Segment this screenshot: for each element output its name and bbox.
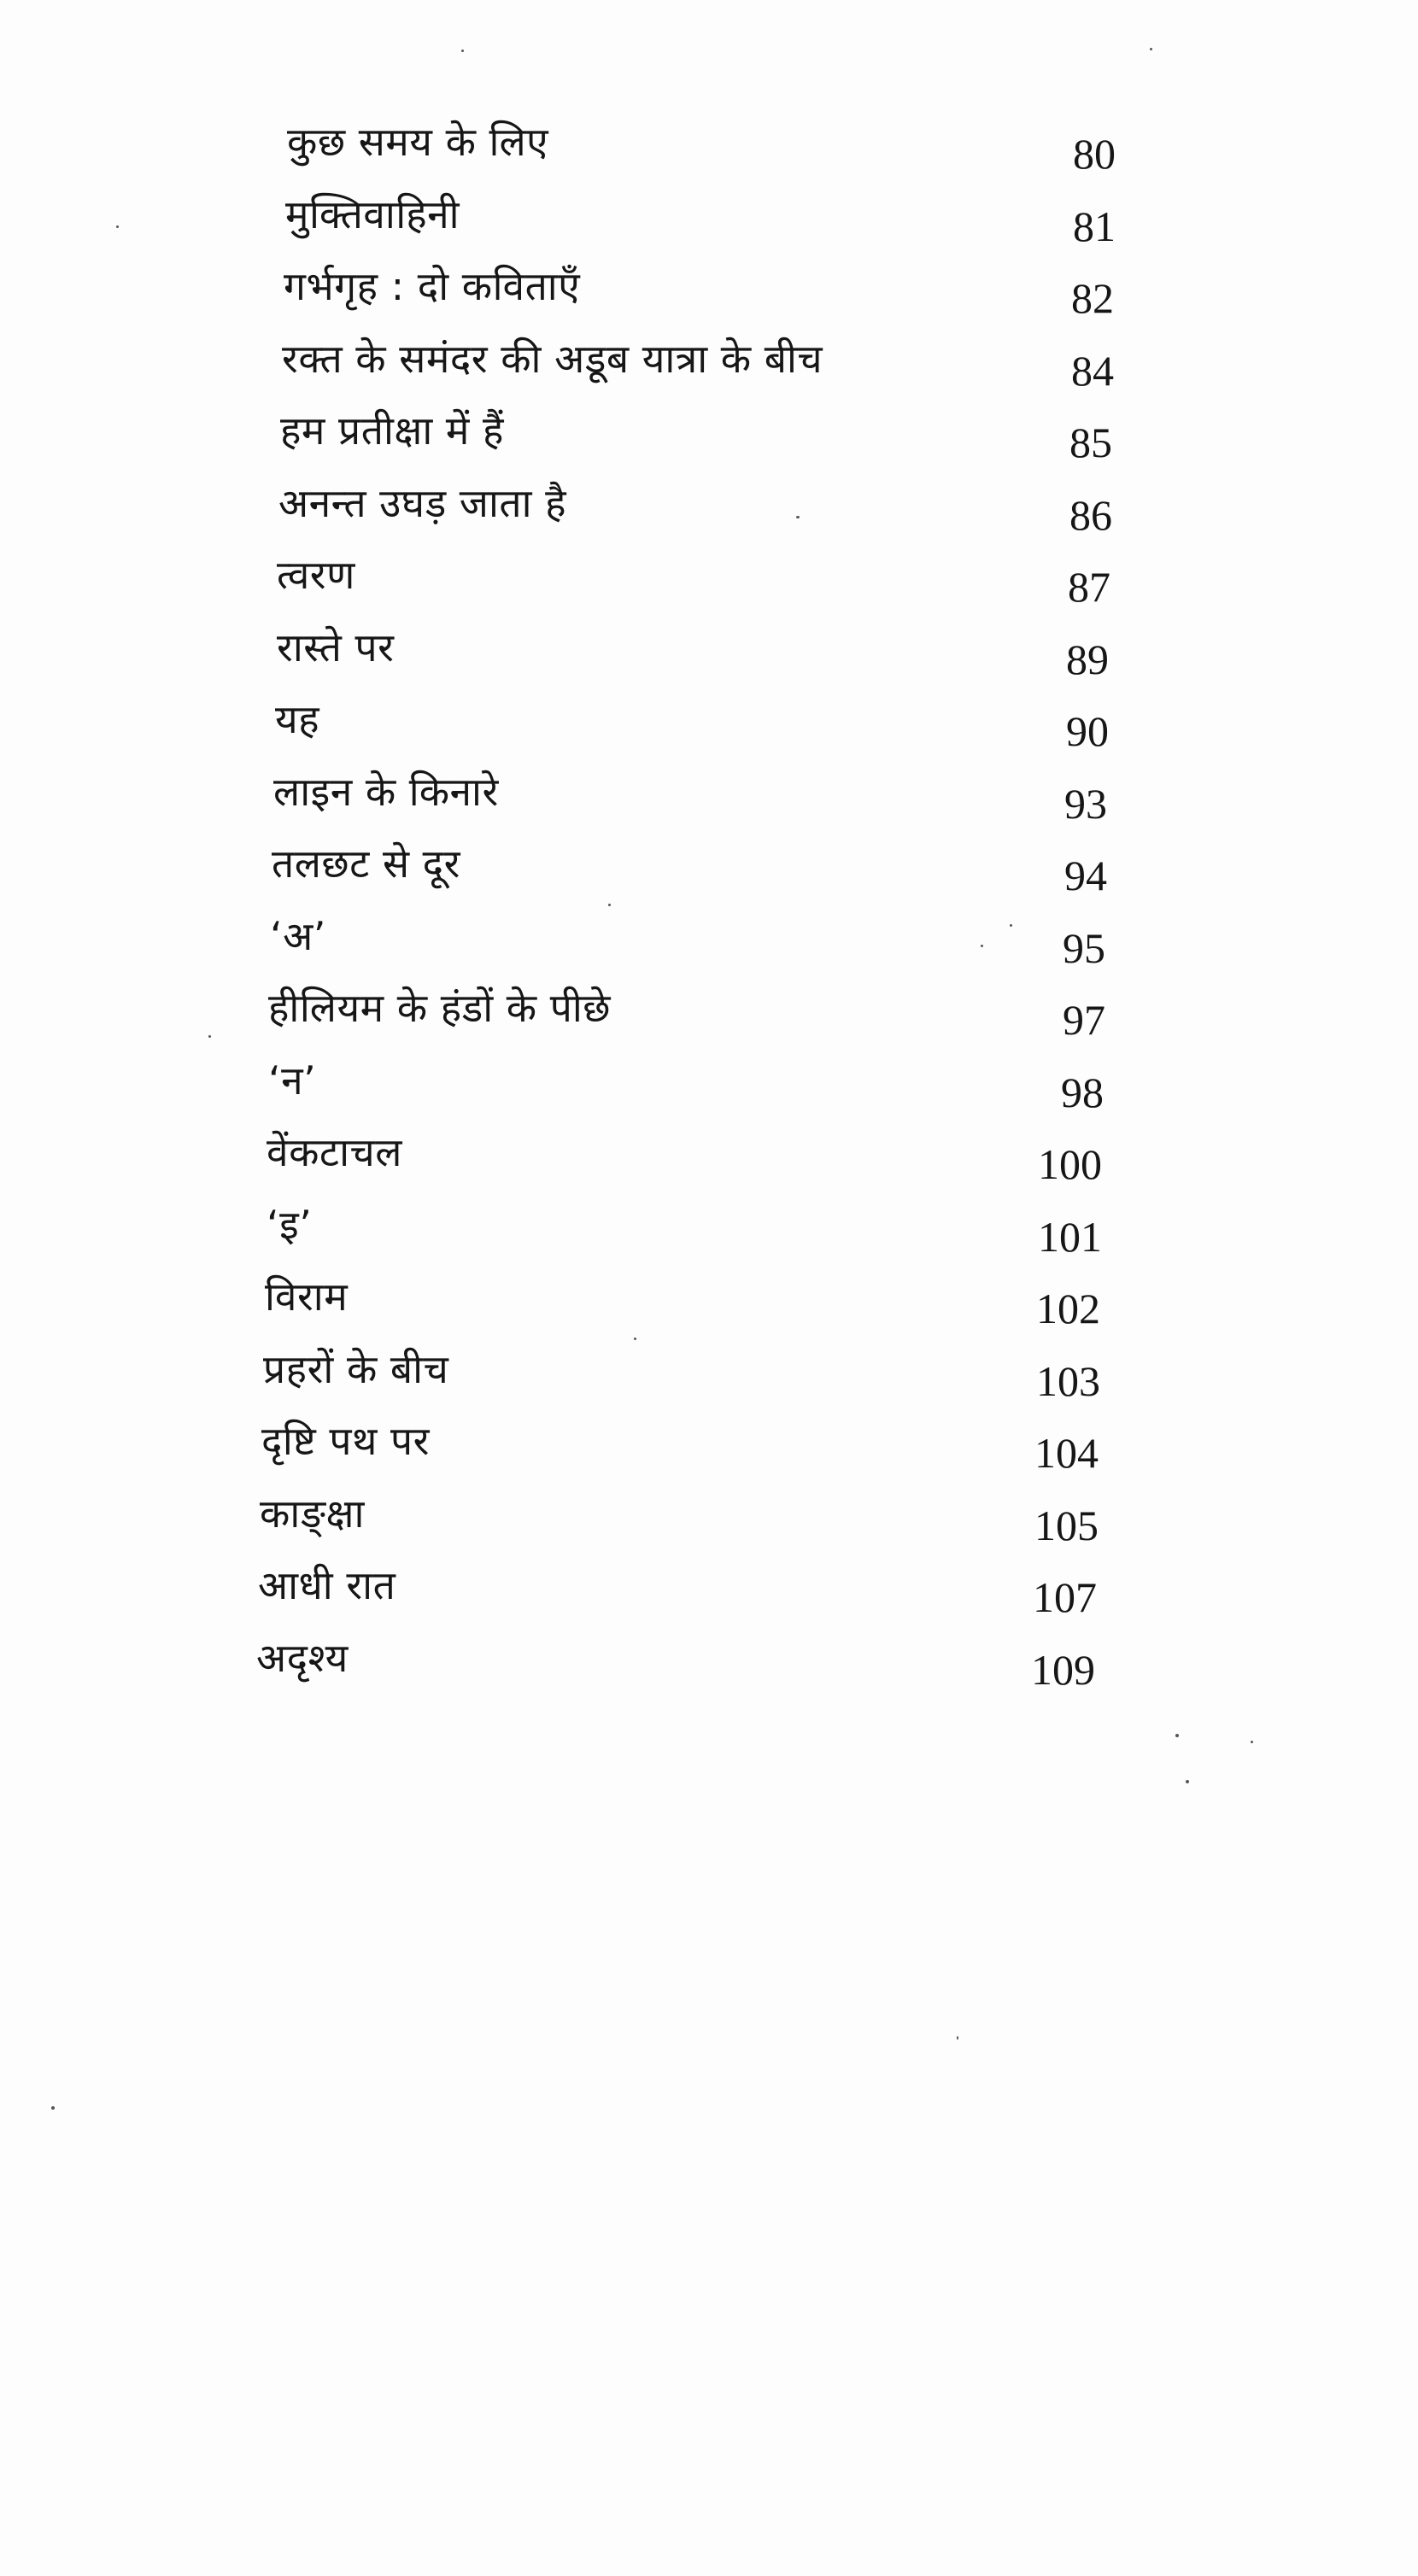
toc-entry-title: यह — [275, 696, 320, 742]
scan-speck — [1010, 924, 1012, 927]
toc-entry-title: हीलियम के हंडों के पीछे — [268, 985, 612, 1031]
toc-entry-page: 82 — [1071, 274, 1114, 322]
toc-entry — [256, 118, 1128, 190]
toc-entry-page: 107 — [1033, 1573, 1097, 1621]
toc-entry-title: रास्ते पर — [277, 624, 395, 670]
toc-entry-page: 90 — [1066, 707, 1109, 755]
toc-entry — [256, 1634, 1128, 1707]
toc-entry-page: 80 — [1073, 130, 1116, 178]
toc-entry-title: प्रहरों के बीच — [263, 1345, 449, 1392]
toc-entry — [256, 1273, 1128, 1345]
scan-speck — [1251, 1741, 1253, 1743]
scan-speck — [796, 516, 800, 518]
toc-entry-title: लाइन के किनारे — [273, 768, 499, 815]
toc-entry — [256, 768, 1128, 840]
toc-entry-title: आधी रात — [258, 1562, 396, 1608]
toc-entry — [256, 190, 1128, 263]
toc-entry-page: 101 — [1038, 1212, 1102, 1261]
toc-entry-page: 102 — [1036, 1285, 1100, 1332]
toc-entry-page: 95 — [1063, 923, 1105, 972]
scan-speck — [461, 50, 464, 52]
toc-entry — [256, 551, 1128, 624]
scan-speck — [1175, 1734, 1179, 1737]
toc-entry-title: अनन्त उघड़ जाता है — [278, 479, 567, 526]
toc-entry-page: 86 — [1069, 490, 1112, 539]
toc-entry-page: 85 — [1069, 419, 1112, 466]
scan-speck — [1150, 48, 1152, 50]
toc-entry-title: रक्त के समंदर की अडूब यात्रा के बीच — [282, 335, 823, 382]
toc-entry-page: 100 — [1038, 1140, 1102, 1188]
toc-entry-title: गर्भगृह : दो कविताएँ — [284, 263, 581, 309]
toc-entry-title: त्वरण — [277, 552, 355, 598]
scan-speck — [1186, 1780, 1189, 1783]
toc-entry-page: 81 — [1073, 202, 1116, 250]
toc-entry-title: मुक्तिवाहिनी — [285, 190, 460, 237]
toc-entry-page: 93 — [1064, 779, 1107, 828]
toc-entry — [256, 1417, 1128, 1490]
toc-entry-title: अदृश्य — [256, 1634, 349, 1681]
scan-speck — [208, 1035, 211, 1038]
toc-entry-page: 109 — [1031, 1645, 1095, 1694]
toc-entry-title: हम प्रतीक्षा में हैं — [280, 407, 504, 454]
toc-entry — [256, 624, 1128, 696]
toc-entry-page: 103 — [1036, 1356, 1100, 1405]
toc-entry-title: ‘अ’ — [270, 912, 326, 959]
toc-entry-title: विराम — [265, 1273, 349, 1320]
toc-entry — [256, 262, 1128, 335]
toc-entry-title: कुछ समय के लिए — [287, 119, 549, 165]
toc-entry-page: 97 — [1063, 996, 1105, 1044]
toc-entry — [256, 1490, 1128, 1562]
toc-entry-page: 105 — [1034, 1501, 1099, 1549]
scan-speck — [608, 904, 611, 906]
table-of-contents — [256, 118, 1128, 1706]
toc-entry-page: 84 — [1071, 346, 1114, 395]
scan-speck — [957, 2036, 958, 2040]
scan-speck — [51, 2106, 55, 2110]
scan-speck — [116, 225, 119, 228]
toc-entry — [256, 912, 1128, 985]
toc-entry-title: तलछट से दूर — [272, 840, 460, 887]
toc-entry-page: 87 — [1068, 563, 1110, 611]
toc-entry — [256, 479, 1128, 552]
toc-entry-page: 104 — [1034, 1429, 1099, 1477]
toc-entry — [256, 335, 1128, 407]
toc-entry-title: दृष्टि पथ पर — [261, 1418, 430, 1464]
toc-entry-title: काङ्क्षा — [260, 1490, 365, 1537]
toc-entry — [256, 695, 1128, 768]
toc-entry-page: 98 — [1061, 1068, 1104, 1116]
toc-entry — [256, 1345, 1128, 1418]
toc-entry — [256, 1057, 1128, 1129]
toc-entry — [256, 1128, 1128, 1201]
scan-speck — [634, 1338, 636, 1340]
toc-entry — [256, 840, 1128, 912]
toc-entry — [256, 1561, 1128, 1634]
scan-speck — [981, 945, 983, 947]
toc-entry-page: 94 — [1064, 852, 1107, 899]
toc-entry-title: वेंकटाचल — [267, 1129, 402, 1175]
toc-entry-title: ‘न’ — [268, 1057, 317, 1104]
toc-entry-title: ‘इ’ — [267, 1201, 313, 1248]
toc-entry — [256, 984, 1128, 1057]
toc-entry — [256, 1201, 1128, 1273]
toc-entry-page: 89 — [1066, 635, 1109, 683]
toc-entry — [256, 407, 1128, 479]
